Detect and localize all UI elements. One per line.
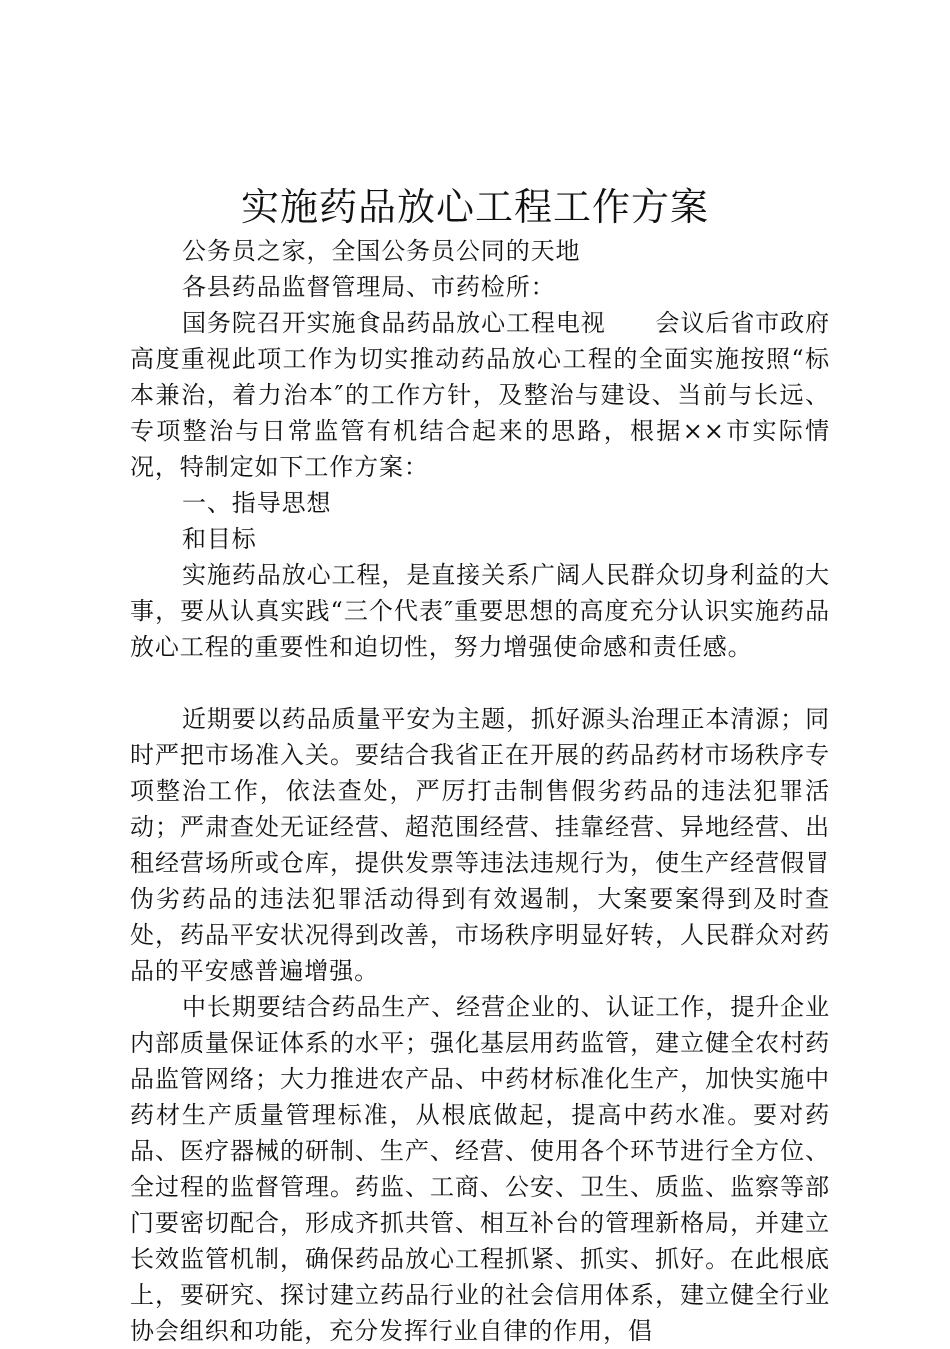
significance-paragraph: 实施药品放心工程，是直接关系广阔人民群众切身利益的大事，要从认真实践“三个代表″重要思想的高度充分认识实施药品放心工程的重要性和迫切性，努力增强使命感和责任感。 [130,561,830,661]
section-heading-1-continued: 和目标 [182,525,257,553]
section-heading-1: 一、指导思想 [182,489,332,517]
website-slogan: 公务员之家，全国公务员公同的天地 [182,237,581,265]
short-term-goals-paragraph: 近期要以药品质量平安为主题，抓好源头治理正本清源；同时严把市场准入关。要结合我省正在开展的药品药材市场秩序专项整治工作，依法查处，严厉打击制售假劣药品的违法犯罪活动；严肃查处无证经营、超范围经营、挂靠经营、异地经营、出租经营场所或仓库，提供发票等违法违规行为，使生产经营假冒伪劣药品的违法犯罪活动得到有效遏制，大案要案得到及时查处，药品平安状况得到改善，市场秩序明显好转，人民群众对药品的平安感普遍增强。 [130,705,830,985]
intro-paragraph: 国务院召开实施食品药品放心工程电视 会议后省市政府高度重视此项工作为切实推动药品放心工程的全面实施按照“标本兼治，着力治本″的工作方针，及整治与建设、当前与长远、专项整治与日常监管有机结合起来的思路，根据××市实际情况，特制定如下工作方案： [130,309,830,481]
addressee-line: 各县药品监督管理局、市药检所： [182,273,556,301]
long-term-goals-paragraph: 中长期要结合药品生产、经营企业的、认证工作，提升企业内部质量保证体系的水平；强化基层用药监管，建立健全农村药品监管网络；大力推进农产品、中药材标准化生产，加快实施中药材生产质量管理标准，从根底做起，提高中药水准。要对药品、医疗器械的研制、生产、经营、使用各个环节进行全方位、全过程的监督管理。药监、工商、公安、卫生、质监、监察等部门要密切配合，形成齐抓共管、相互补台的管理新格局，并建立长效监管机制，确保药品放心工程抓紧、抓实、抓好。在此根底上，要研究、探讨建立药品行业的社会信用体系，建立健全行业协会组织和功能，充分发挥行业自律的作用，倡 [130,993,830,1345]
document-title: 实施药品放心工程工作方案 [240,185,709,229]
document-body [130,233,830,1349]
